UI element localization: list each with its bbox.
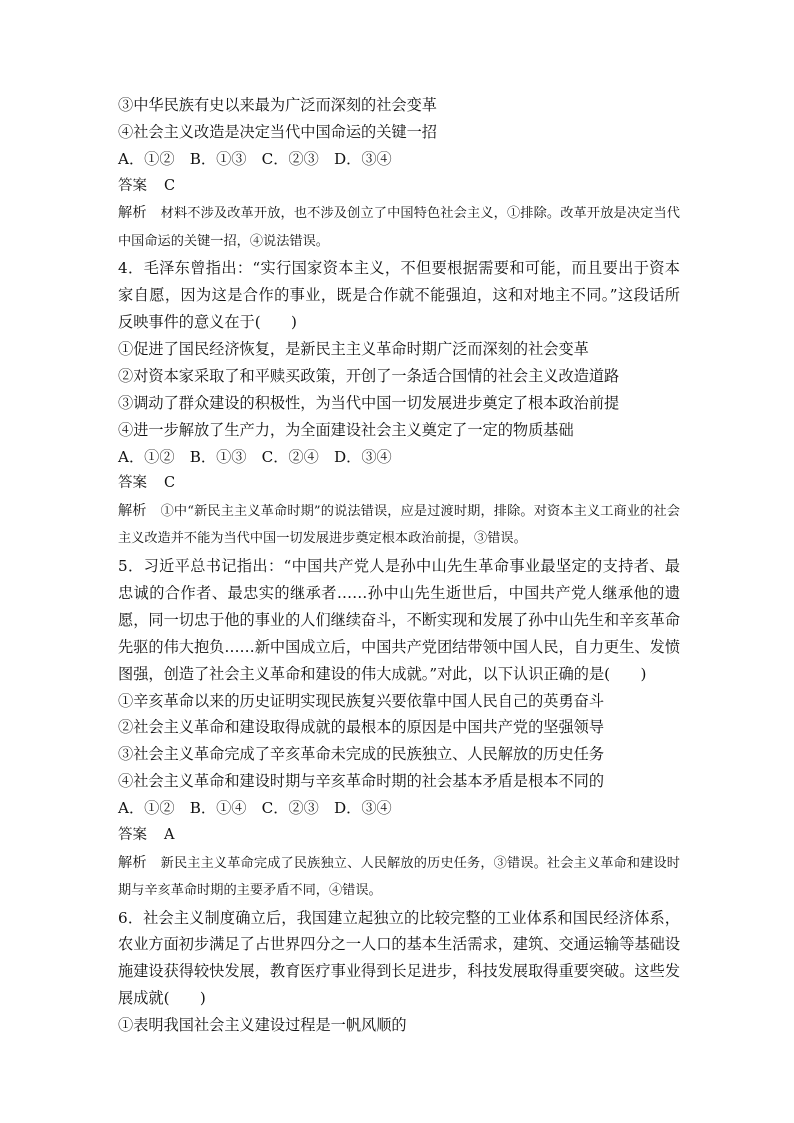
q3-option-3: ③中华民族有史以来最为广泛而深刻的社会变革	[118, 96, 437, 114]
q5-analysis	[118, 850, 680, 905]
q4-analysis	[118, 498, 680, 553]
q4-answer-value: C	[164, 475, 176, 492]
q5-answer	[118, 822, 680, 850]
q4-answer	[118, 470, 680, 498]
q3-answer-label: 答案	[118, 177, 147, 194]
q4-option-2: ②对资本家采取了和平赎买政策，开创了一条适合国情的社会主义改造道路	[118, 366, 620, 385]
q4-choices: A．①② B．①③ C．②④ D．③④	[118, 447, 392, 466]
q5-analysis-label: 解析	[118, 854, 147, 871]
q6-option-1: ①表明我国社会主义建设过程是一帆风顺的	[118, 1016, 407, 1035]
q5-option-4: ④社会主义革命和建设时期与辛亥革命时期的社会基本矛盾是根本不同的	[118, 772, 604, 791]
q4-stem: 4．毛泽东曾指出：“实行国家资本主义，不但要根据需要和可能，而且要出于资本家自愿，因为这是合作的事业，既是合作就不能强迫，这和对地主不同。”这段话所反映事件的意义在于( )	[118, 259, 680, 332]
page-content	[118, 92, 680, 1039]
q3-choices: A．①② B．①③ C．②③ D．③④	[118, 149, 392, 168]
q5-answer-label: 答案	[118, 827, 147, 844]
q4-option-4: ④进一步解放了生产力，为全面建设社会主义奠定了一定的物质基础	[118, 420, 574, 439]
q4-option-1: ①促进了国民经济恢复，是新民主主义革命时期广泛而深刻的社会变革	[118, 339, 589, 358]
q4-analysis-text: ①中“新民主主义革命时期”的说法错误，应是过渡时期，排除。对资本主义工商业的社会主义改造并不能为当代中国一切发展进步奠定根本政治前提，③错误。	[118, 503, 680, 547]
q5-choices: A．①② B．①④ C．②③ D．③④	[118, 799, 392, 818]
q3-answer-value: C	[164, 177, 176, 194]
q3-option-4: ④社会主义改造是决定当代中国命运的关键一招	[118, 122, 437, 141]
q5-analysis-text: 新民主主义革命完成了民族独立、人民解放的历史任务，③错误。社会主义革命和建设时期与辛亥革命时期的主要矛盾不同，④错误。	[118, 855, 680, 899]
q5-option-3: ③社会主义革命完成了辛亥革命未完成的民族独立、人民解放的历史任务	[118, 745, 604, 764]
q6-stem: 6．社会主义制度确立后，我国建立起独立的比较完整的工业体系和国民经济体系，农业方面初步满足了占世界四分之一人口的基本生活需求，建筑、交通运输等基础设施建设获得较快发展，教育医疗事业得到长足进步，科技发展取得重要突破。这些发展成就( )	[118, 908, 680, 1008]
q5-option-1: ①辛亥革命以来的历史证明实现民族复兴要依靠中国人民自己的英勇奋斗	[118, 691, 604, 710]
q3-answer	[118, 173, 680, 201]
q4-analysis-label: 解析	[118, 502, 147, 519]
q5-answer-value: A	[164, 827, 175, 844]
q3-analysis-label: 解析	[118, 205, 147, 222]
q4-answer-label: 答案	[118, 475, 147, 492]
q3-analysis-text: 材料不涉及改革开放，也不涉及创立了中国特色社会主义，①排除。改革开放是决定当代中国命运的关键一招，④说法错误。	[118, 206, 680, 249]
q3-analysis	[118, 200, 680, 255]
q4-option-3: ③调动了群众建设的积极性，为当代中国一切发展进步奠定了根本政治前提	[118, 393, 620, 412]
q5-option-2: ②社会主义革命和建设取得成就的最根本的原因是中国共产党的坚强领导	[118, 718, 604, 737]
q5-stem: 5．习近平总书记指出：“中国共产党人是孙中山先生革命事业最坚定的支持者、最忠诚的合作者、最忠实的继承者……孙中山先生逝世后，中国共产党人继承他的遗愿，同一切忠于他的事业的人们继续奋斗，不断实现和发展了孙中山先生和辛亥革命先驱的伟大抱负……新中国成立后，中国共产党团结带领中国人民，自力更生、发愤图强，创造了社会主义革命和建设的伟大成就。”对此，以下认识正确的是( )	[118, 556, 680, 683]
